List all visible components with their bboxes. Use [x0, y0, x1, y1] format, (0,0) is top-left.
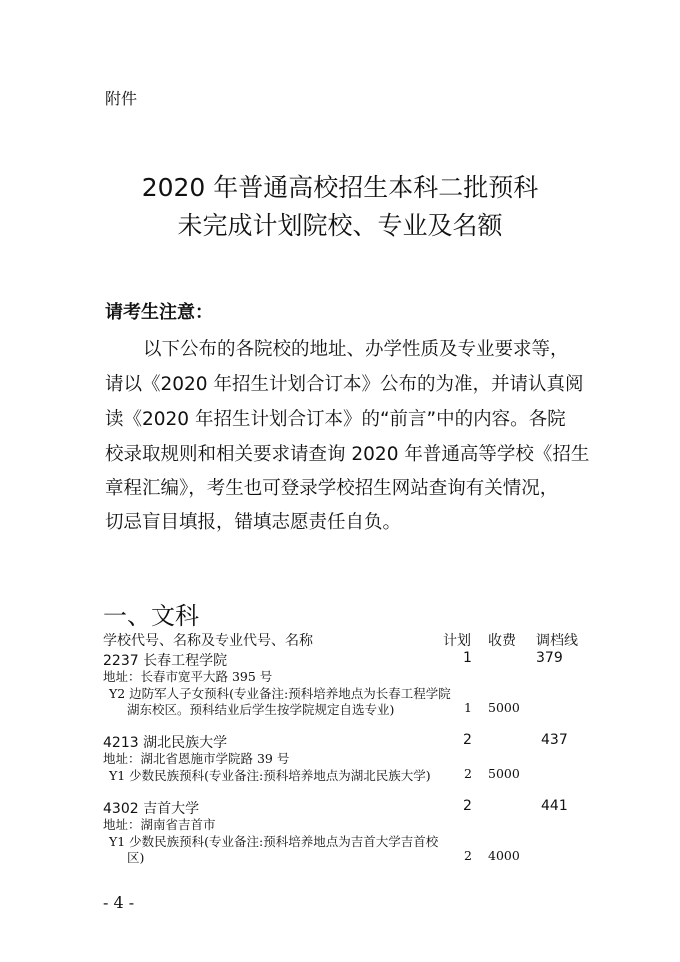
school-name: 4302 吉首大学 [103, 801, 200, 817]
page-number: - 4 - [103, 893, 135, 912]
school-score: 441 [541, 798, 568, 814]
major-fee: 5000 [488, 700, 520, 715]
school-name: 4213 湖北民族大学 [103, 735, 228, 751]
major-line: 区) [127, 850, 145, 865]
title-line-1: 2020 年普通高校招生本科二批预科 [141, 173, 539, 202]
major-fee: 5000 [488, 766, 520, 781]
major-plan: 2 [464, 766, 472, 781]
notice-line: 读《2020 年招生计划合订本》的“前言”中的内容。各院 [105, 409, 566, 430]
major-plan: 2 [464, 848, 472, 863]
header-score: 调档线 [536, 633, 578, 649]
school-score: 437 [541, 732, 568, 748]
school-address: 地址：长春市宽平大路 395 号 [103, 669, 273, 684]
major-plan: 1 [464, 700, 472, 715]
major-line: Y2 边防军人子女预科(专业备注:预科培养地点为长春工程学院 [109, 686, 451, 701]
school-plan: 2 [463, 798, 472, 814]
title-line-2: 未完成计划院校、专业及名额 [177, 211, 503, 240]
notice-heading: 请考生注意： [105, 302, 213, 323]
school-address: 地址：湖北省恩施市学院路 39 号 [103, 751, 290, 766]
school-address: 地址：湖南省吉首市 [103, 817, 216, 832]
notice-line: 校录取规则和相关要求请查询 2020 年普通高等学校《招生 [105, 444, 590, 465]
major-fee: 4000 [488, 848, 520, 863]
notice-line: 章程汇编》，考生也可登录学校招生网站查询有关情况， [105, 478, 559, 499]
notice-line: 请以《2020 年招生计划合订本》公布的为准，并请认真阅 [105, 374, 584, 395]
school-score: 379 [536, 650, 563, 666]
section-title: 一、文科 [103, 602, 199, 630]
notice-line: 以下公布的各院校的地址、办学性质及专业要求等， [143, 339, 569, 360]
attachment-label: 附件 [105, 89, 138, 108]
header-fee: 收费 [488, 633, 516, 649]
header-name: 学校代号、名称及专业代号、名称 [103, 633, 313, 649]
school-plan: 1 [463, 650, 472, 666]
major-line: 湖东校区。预科结业后学生按学院规定自选专业) [127, 702, 395, 717]
major-line: Y1 少数民族预科(专业备注:预科培养地点为湖北民族大学) [109, 768, 431, 783]
header-plan: 计划 [443, 633, 471, 649]
major-line: Y1 少数民族预科(专业备注:预科培养地点为吉首大学吉首校 [109, 834, 439, 849]
school-name: 2237 长春工程学院 [103, 653, 228, 669]
notice-line: 切忌盲目填报，错填志愿责任自负。 [105, 512, 402, 533]
school-plan: 2 [463, 732, 472, 748]
